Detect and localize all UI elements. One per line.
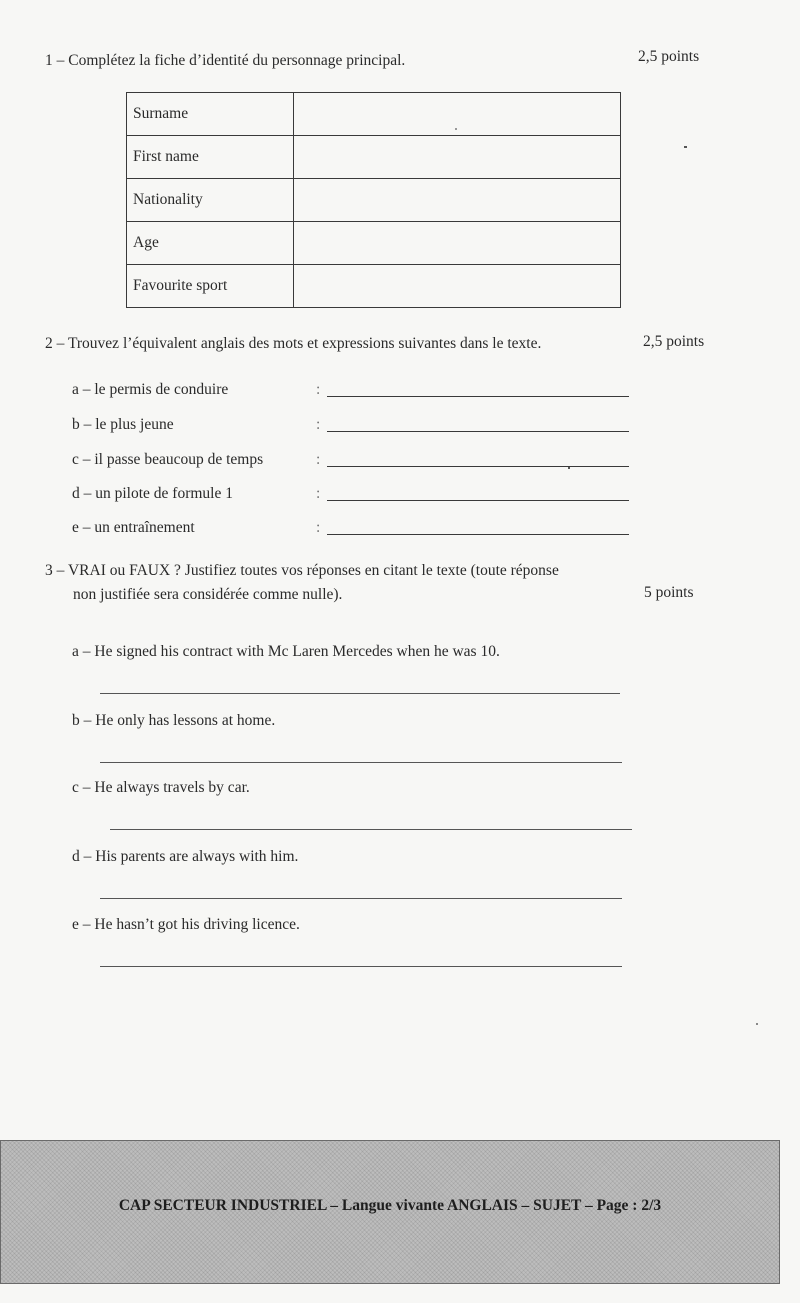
statement-d: d – His parents are always with him. bbox=[72, 848, 299, 865]
table-row bbox=[127, 265, 621, 308]
statement-e: e – He hasn’t got his driving licence. bbox=[72, 916, 300, 933]
statement-b: b – He only has lessons at home. bbox=[72, 712, 276, 729]
vocab-label: e – un entraînement bbox=[72, 519, 195, 536]
list-item bbox=[72, 414, 632, 438]
question-2-text: 2 – Trouvez l’équivalent anglais des mots et expressions suivantes dans le texte. bbox=[45, 335, 542, 352]
answer-line[interactable] bbox=[100, 966, 622, 967]
table-answer-cell[interactable] bbox=[294, 179, 621, 222]
question-3-points: 5 points bbox=[644, 584, 694, 601]
table-label-cell: First name bbox=[127, 136, 294, 179]
table-row bbox=[127, 93, 621, 136]
scan-speck bbox=[684, 146, 687, 148]
question-1-points: 2,5 points bbox=[638, 48, 700, 65]
table-row bbox=[127, 136, 621, 179]
table-label-cell: Surname bbox=[127, 93, 294, 136]
answer-line[interactable] bbox=[100, 762, 622, 763]
statement-c: c – He always travels by car. bbox=[72, 779, 250, 796]
table-answer-cell[interactable] bbox=[294, 265, 621, 308]
vocab-colon: : bbox=[316, 451, 321, 468]
list-item bbox=[72, 483, 632, 507]
list-item bbox=[72, 517, 632, 541]
vocab-colon: : bbox=[316, 519, 321, 536]
table-row bbox=[127, 179, 621, 222]
table-answer-cell[interactable] bbox=[294, 136, 621, 179]
question-1-text: 1 – Complétez la fiche d’identité du personnage principal. bbox=[45, 52, 406, 69]
vocab-label: b – le plus jeune bbox=[72, 416, 174, 433]
table-row bbox=[127, 222, 621, 265]
answer-line[interactable] bbox=[327, 396, 629, 397]
question-2-points: 2,5 points bbox=[643, 333, 705, 350]
scan-speck bbox=[455, 128, 457, 130]
scan-speck bbox=[568, 467, 570, 469]
table-label-cell: Nationality bbox=[127, 179, 294, 222]
table-label-cell: Favourite sport bbox=[127, 265, 294, 308]
question-3-text-line-1: 3 – VRAI ou FAUX ? Justifiez toutes vos réponses en citant le texte (toute réponse bbox=[45, 562, 559, 579]
answer-line[interactable] bbox=[327, 534, 629, 535]
answer-line[interactable] bbox=[110, 829, 632, 830]
vocab-colon: : bbox=[316, 381, 321, 398]
vocab-label: d – un pilote de formule 1 bbox=[72, 485, 233, 502]
table-answer-cell[interactable] bbox=[294, 222, 621, 265]
footer-band bbox=[0, 1140, 780, 1284]
answer-line[interactable] bbox=[327, 500, 629, 501]
vocab-label: c – il passe beaucoup de temps bbox=[72, 451, 264, 468]
scan-speck bbox=[756, 1023, 758, 1025]
list-item bbox=[72, 449, 632, 473]
identity-table bbox=[126, 92, 621, 308]
answer-line[interactable] bbox=[100, 898, 622, 899]
answer-line[interactable] bbox=[100, 693, 620, 694]
table-answer-cell[interactable] bbox=[294, 93, 621, 136]
list-item bbox=[72, 379, 632, 403]
statement-a: a – He signed his contract with Mc Laren Mercedes when he was 10. bbox=[72, 643, 500, 660]
vocab-colon: : bbox=[316, 416, 321, 433]
footer-text: CAP SECTEUR INDUSTRIEL – Langue vivante ANGLAIS – SUJET – Page : 2/3 bbox=[118, 1197, 662, 1214]
answer-line[interactable] bbox=[327, 431, 629, 432]
question-3-text-line-2: non justifiée sera considérée comme nulle). bbox=[73, 586, 343, 603]
vocab-colon: : bbox=[316, 485, 321, 502]
table-label-cell: Age bbox=[127, 222, 294, 265]
vocab-label: a – le permis de conduire bbox=[72, 381, 229, 398]
answer-line[interactable] bbox=[327, 466, 629, 467]
